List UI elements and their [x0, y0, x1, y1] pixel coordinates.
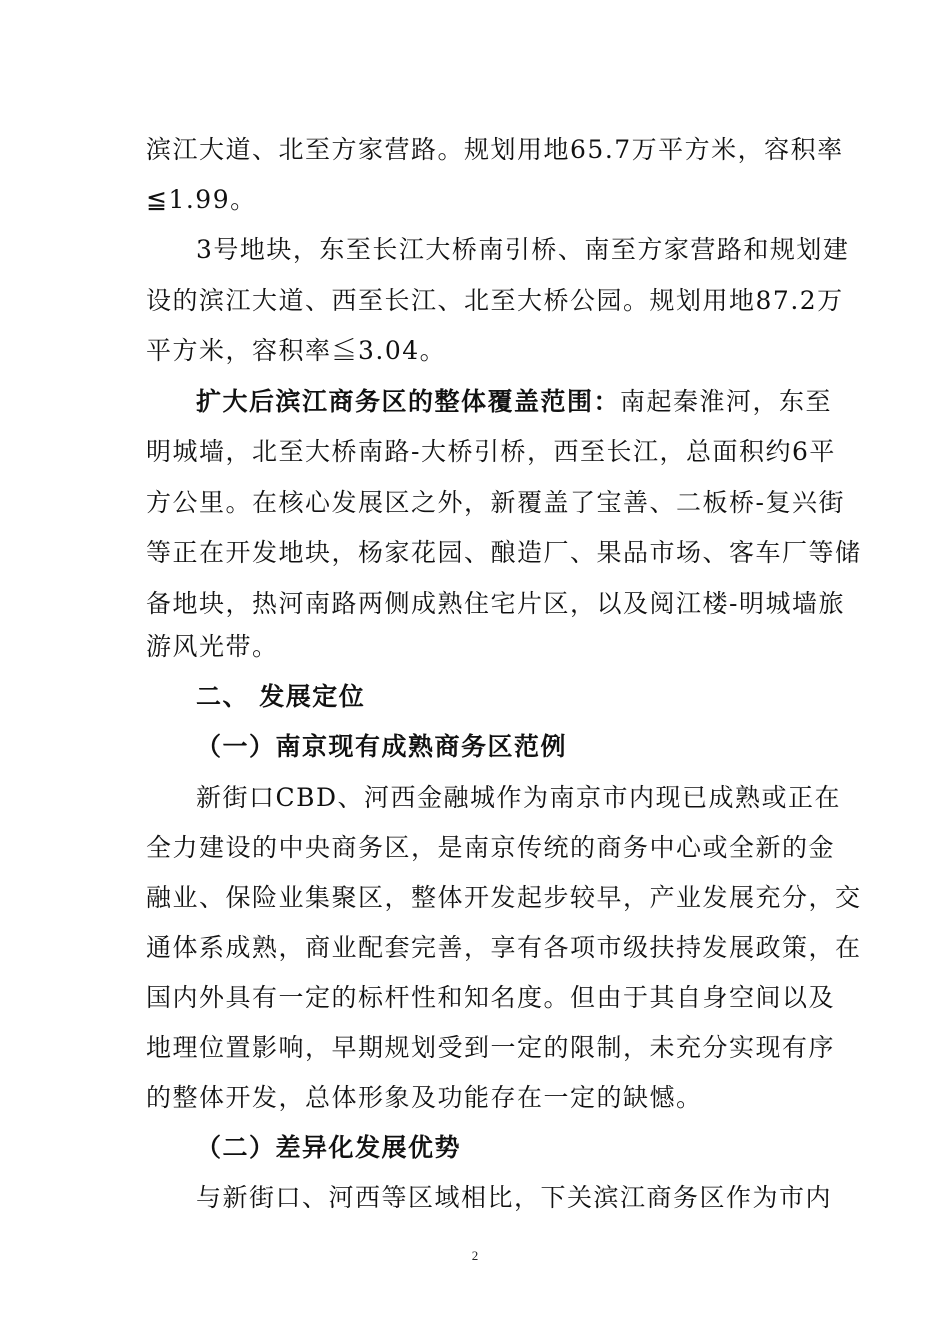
page-number: 2	[471, 1248, 479, 1263]
paragraph-3-line-2: 明城墙，北至大桥南路-大桥引桥，西至长江，总面积约6平	[146, 437, 836, 466]
paragraph-1-line-1: 滨江大道、北至方家营路。规划用地65.7万平方米，容积率	[146, 135, 844, 164]
paragraph-5-line-1: 与新街口、河西等区域相比，下关滨江商务区作为市内	[196, 1183, 833, 1212]
paragraph-2-line-1: 3号地块，东至长江大桥南引桥、南至方家营路和规划建	[196, 235, 850, 264]
paragraph-3-line-1	[196, 387, 833, 417]
paragraph-4-line-2: 全力建设的中央商务区，是南京传统的商务中心或全新的金	[146, 833, 836, 862]
paragraph-3-line-4: 等正在开发地块，杨家花园、酿造厂、果品市场、客车厂等储	[146, 538, 862, 567]
paragraph-3-first-rest: 南起秦淮河，东至	[620, 387, 833, 416]
paragraph-3-line-3: 方公里。在核心发展区之外，新覆盖了宝善、二板桥-复兴街	[146, 488, 845, 517]
subsection-heading-2: （二）差异化发展优势	[196, 1133, 462, 1162]
paragraph-3-line-5: 备地块，热河南路两侧成熟住宅片区，以及阅江楼-明城墙旅	[146, 589, 845, 618]
paragraph-4-line-6: 地理位置影响，早期规划受到一定的限制，未充分实现有序	[146, 1033, 836, 1062]
paragraph-4-line-3: 融业、保险业集聚区，整体开发起步较早，产业发展充分，交	[146, 883, 862, 912]
paragraph-1-line-2: ≦1.99。	[146, 185, 257, 214]
paragraph-4-line-1: 新街口CBD、河西金融城作为南京市内现已成熟或正在	[196, 783, 842, 812]
paragraph-4-line-4: 通体系成熟，商业配套完善，享有各项市级扶持发展政策，在	[146, 933, 862, 962]
paragraph-2-line-3: 平方米，容积率≦3.04。	[146, 336, 447, 365]
paragraph-4-line-7: 的整体开发，总体形象及功能存在一定的缺憾。	[146, 1083, 703, 1112]
section-heading: 二、 发展定位	[196, 682, 366, 711]
paragraph-2-line-2: 设的滨江大道、西至长江、北至大桥公园。规划用地87.2万	[146, 286, 844, 315]
subsection-heading-1: （一）南京现有成熟商务区范例	[196, 732, 568, 761]
paragraph-3-line-6: 游风光带。	[146, 632, 279, 661]
paragraph-3-bold-lead: 扩大后滨江商务区的整体覆盖范围：	[196, 387, 621, 416]
paragraph-4-line-5: 国内外具有一定的标杆性和知名度。但由于其自身空间以及	[146, 983, 836, 1012]
